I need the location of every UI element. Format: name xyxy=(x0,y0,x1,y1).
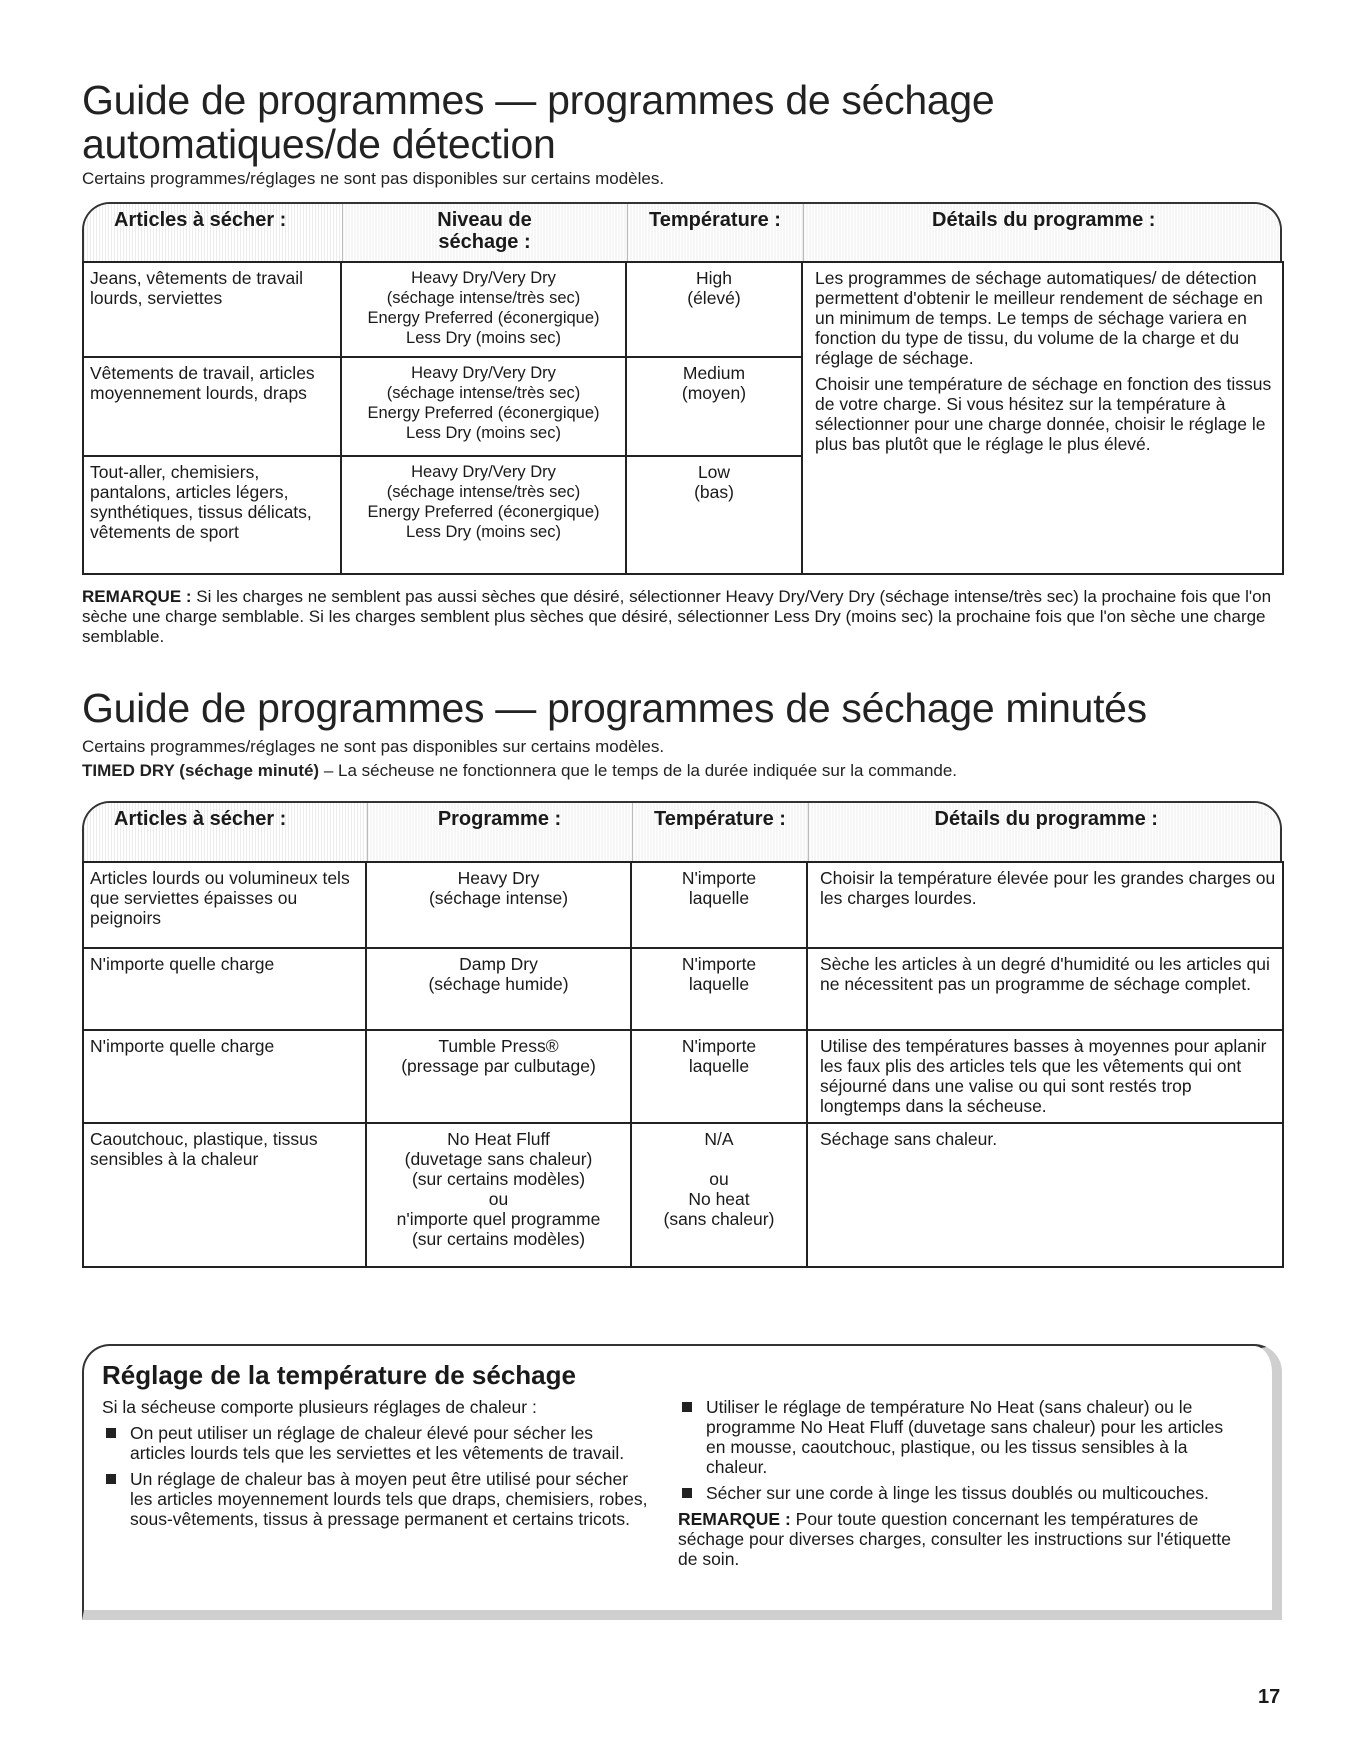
box-left-column xyxy=(102,1397,678,1569)
temp-line: ou xyxy=(709,1169,729,1189)
level-line: (séchage intense/très sec) xyxy=(386,483,581,501)
section2-title: Guide de programmes — programmes de séchage minutés xyxy=(82,685,1147,731)
row-temp xyxy=(631,1030,807,1123)
page-number: 17 xyxy=(1258,1686,1281,1708)
auto-dry-table xyxy=(82,202,1282,575)
header-articles: Articles à sécher : xyxy=(84,204,342,261)
row-articles: N'importe quelle charge xyxy=(83,948,366,1030)
program-line: (séchage intense) xyxy=(428,888,569,908)
temp-line: laquelle xyxy=(688,974,750,994)
table-row xyxy=(83,862,1283,948)
row-articles: Tout-aller, chemisiers, pantalons, articles légers, synthétiques, tissus délicats, vêtements de sport xyxy=(83,456,341,574)
page-content xyxy=(82,78,1282,1268)
table-row xyxy=(83,262,1283,357)
list-item: Un réglage de chaleur bas à moyen peut être utilisé pour sécher les articles moyennement lourds tels que draps, chemisiers, robes, sous-vêtements, tissus à pressage permanent et certains tricots. xyxy=(102,1469,650,1529)
temp-line: Low xyxy=(697,462,731,482)
temp-line: N'importe xyxy=(681,868,757,888)
table-row xyxy=(83,1030,1283,1123)
temp-line: (sans chaleur) xyxy=(663,1209,775,1229)
program-line: Heavy Dry xyxy=(457,868,540,888)
row-temp xyxy=(631,862,807,948)
level-line: Heavy Dry/Very Dry xyxy=(411,269,556,287)
row-program xyxy=(366,1030,631,1123)
details-cell xyxy=(802,262,1283,574)
row-articles: Articles lourds ou volumineux tels que serviettes épaisses ou peignoirs xyxy=(83,862,366,948)
row-articles: N'importe quelle charge xyxy=(83,1030,366,1123)
level-line: Energy Preferred (éconergique) xyxy=(367,404,600,422)
header-details: Détails du programme : xyxy=(808,803,1282,861)
list-item: Utiliser le réglage de température No Heat (sans chaleur) ou le programme No Heat Fluff (duvetage sans chaleur) pour les articles en mousse, caoutchouc, plastique, ou les tissus sensibles à la chaleur. xyxy=(678,1397,1244,1477)
level-line: Heavy Dry/Very Dry xyxy=(411,364,556,382)
section1-title-line2: automatiques/de détection xyxy=(82,121,556,167)
note-text: Pour toute question concernant les températures de séchage pour diverses charges, consulter les instructions sur l'étiquette de soin. xyxy=(678,1509,1231,1569)
timed-dry-label: TIMED DRY (séchage minuté) xyxy=(82,761,320,780)
list-item: Sécher sur une corde à linge les tissus doublés ou multicouches. xyxy=(678,1483,1244,1503)
temp-line: (élevé) xyxy=(687,288,741,308)
program-line: (pressage par culbutage) xyxy=(401,1056,596,1076)
row-articles: Jeans, vêtements de travail lourds, serviettes xyxy=(83,262,341,357)
section1-note xyxy=(82,587,1282,647)
section3-note xyxy=(678,1509,1244,1569)
row-temp xyxy=(631,1123,807,1267)
note-label: REMARQUE : xyxy=(678,1509,791,1529)
header-temperature: Température : xyxy=(632,803,808,861)
section2-subtitle: Certains programmes/réglages ne sont pas disponibles sur certains modèles. xyxy=(82,737,665,756)
program-line: ou xyxy=(488,1189,509,1209)
row-details: Choisir la température élevée pour les grandes charges ou les charges lourdes. xyxy=(807,862,1283,948)
details-paragraph-2: Choisir une température de séchage en fonction des tissus de votre charge. Si vous hésitez sur la température à sélectionner pour une charge donnée, choisir le réglage le plus bas plutôt que le réglage le plus élevé. xyxy=(815,374,1272,454)
temp-line: High xyxy=(696,268,732,288)
program-line: (sur certains modèles) xyxy=(411,1229,586,1249)
note-label: REMARQUE : xyxy=(82,587,192,606)
temp-line: No heat xyxy=(688,1189,750,1209)
temp-line: (moyen) xyxy=(681,383,747,403)
program-line: (séchage humide) xyxy=(428,974,569,994)
header-program: Programme : xyxy=(367,803,632,861)
temp-line: laquelle xyxy=(688,1056,750,1076)
section1-title xyxy=(82,78,1282,166)
timed-dry-line xyxy=(82,760,1282,781)
section1-title-line1: Guide de programmes — programmes de séchage xyxy=(82,77,995,123)
level-line: (séchage intense/très sec) xyxy=(386,289,581,307)
header-details: Détails du programme : xyxy=(803,204,1282,261)
header-articles: Articles à sécher : xyxy=(84,803,367,861)
row-articles: Caoutchouc, plastique, tissus sensibles à la chaleur xyxy=(83,1123,366,1267)
row-articles: Vêtements de travail, articles moyennement lourds, draps xyxy=(83,357,341,456)
level-line: Energy Preferred (éconergique) xyxy=(367,503,600,521)
level-line: (séchage intense/très sec) xyxy=(386,384,581,402)
timed-dry-text: – La sécheuse ne fonctionnera que le temps de la durée indiquée sur la commande. xyxy=(319,761,958,780)
row-temp xyxy=(626,357,802,456)
temp-line xyxy=(638,1149,800,1169)
row-temp xyxy=(626,456,802,574)
header-temperature: Température : xyxy=(627,204,803,261)
row-program xyxy=(366,1123,631,1267)
section3-intro: Si la sécheuse comporte plusieurs réglages de chaleur : xyxy=(102,1397,537,1417)
level-line: Heavy Dry/Very Dry xyxy=(411,463,556,481)
program-line: No Heat Fluff xyxy=(447,1129,550,1149)
table-row xyxy=(83,948,1283,1030)
section3-title: Réglage de la température de séchage xyxy=(102,1360,576,1390)
level-line: Energy Preferred (éconergique) xyxy=(367,309,600,327)
temp-line: N/A xyxy=(704,1129,734,1149)
row-levels xyxy=(341,456,626,574)
temp-line: N'importe xyxy=(681,1036,757,1056)
temp-line: (bas) xyxy=(694,482,734,502)
timed-dry-table xyxy=(82,801,1282,1268)
row-levels xyxy=(341,357,626,456)
header-level-text: Niveau de séchage : xyxy=(437,209,532,253)
temp-line: laquelle xyxy=(688,888,750,908)
row-program xyxy=(366,862,631,948)
row-details: Séchage sans chaleur. xyxy=(807,1123,1283,1267)
details-paragraph-1: Les programmes de séchage automatiques/ de détection permettent d'obtenir le meilleur rendement de séchage en un minimum de temps. Le temps de séchage variera en fonction du type de tissu, du volume de la charge et du réglage de séchage. xyxy=(815,268,1263,368)
program-line: n'importe quel programme xyxy=(396,1209,601,1229)
row-details: Utilise des températures basses à moyennes pour aplanir les faux plis des articles tels que les vêtements qui ont séjourné dans une valise ou qui sont restés trop longtemps dans la sécheuse. xyxy=(807,1030,1283,1123)
level-line: Less Dry (moins sec) xyxy=(406,329,561,347)
program-line: (sur certains modèles) xyxy=(411,1169,586,1189)
level-line: Less Dry (moins sec) xyxy=(406,523,561,541)
row-program xyxy=(366,948,631,1030)
program-line: Damp Dry xyxy=(459,954,538,974)
temp-line: N'importe xyxy=(681,954,757,974)
row-temp xyxy=(631,948,807,1030)
temp-line: Medium xyxy=(682,363,746,383)
level-line: Less Dry (moins sec) xyxy=(406,424,561,442)
header-level xyxy=(342,204,627,261)
note-text: Si les charges ne semblent pas aussi sèches que désiré, sélectionner Heavy Dry/Very Dry (séchage intense/très sec) la prochaine fois que l'on sèche une charge semblable. Si les charges semblent plus sèches que désiré, sélectionner Less Dry (moins sec) la prochaine fois que l'on sèche une charge semblable. xyxy=(82,587,1272,646)
program-line: Tumble Press® xyxy=(438,1036,559,1056)
section1-subtitle: Certains programmes/réglages ne sont pas disponibles sur certains modèles. xyxy=(82,169,665,188)
list-item: On peut utiliser un réglage de chaleur élevé pour sécher les articles lourds tels que les serviettes et les vêtements de travail. xyxy=(102,1423,650,1463)
temperature-setting-box xyxy=(82,1344,1282,1620)
row-details: Sèche les articles à un degré d'humidité ou les articles qui ne nécessitent pas un programme de séchage complet. xyxy=(807,948,1283,1030)
row-temp xyxy=(626,262,802,357)
table-row xyxy=(83,1123,1283,1267)
program-line: (duvetage sans chaleur) xyxy=(404,1149,593,1169)
row-levels xyxy=(341,262,626,357)
box-right-column xyxy=(678,1397,1254,1569)
